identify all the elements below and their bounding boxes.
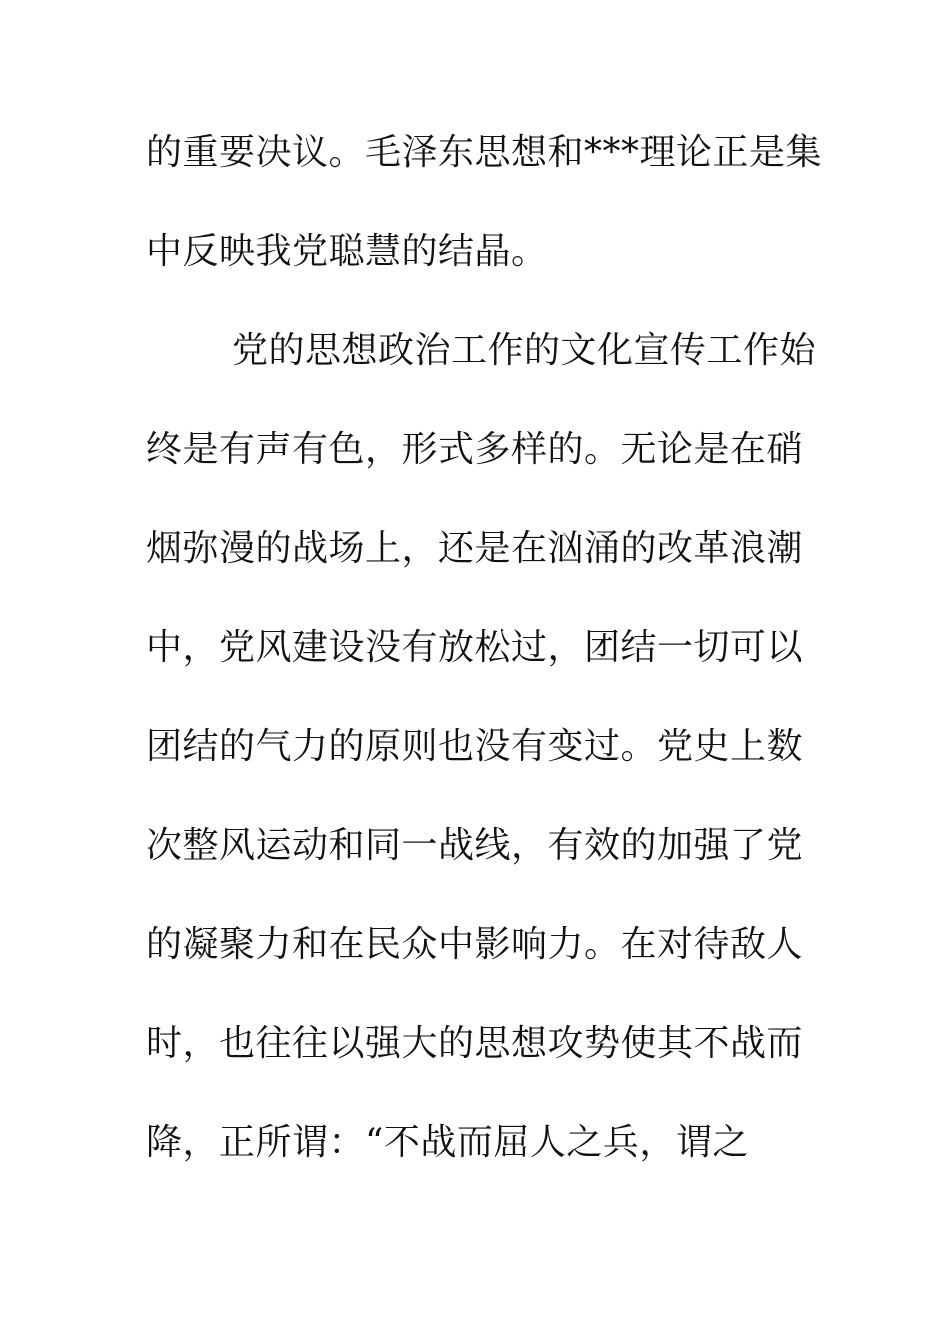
text-line: 的重要决议。毛泽东思想和***理论正是集 — [146, 132, 823, 173]
text-line: 团结的气力的原则也没有变过。党史上数 — [146, 726, 804, 767]
text-line: 中反映我党聪慧的结晶。 — [146, 231, 548, 272]
text-line: 中，党风建设没有放松过，团结一切可以 — [146, 627, 804, 668]
text-line: 终是有声有色，形式多样的。无论是在硝 — [146, 429, 804, 470]
text-line: 次整风运动和同一战线，有效的加强了党 — [146, 825, 804, 866]
text-line: 烟弥漫的战场上，还是在汹涌的改革浪潮 — [146, 528, 804, 569]
paragraph-start-line: 党的思想政治工作的文化宣传工作始 — [232, 330, 817, 371]
text-line: 降，正所谓：“不战而屈人之兵，谓之 — [146, 1122, 749, 1163]
text-line: 时，也往往以强大的思想攻势使其不战而 — [146, 1023, 804, 1064]
text-line: 的凝聚力和在民众中影响力。在对待敌人 — [146, 924, 804, 965]
body-text — [146, 126, 823, 1215]
